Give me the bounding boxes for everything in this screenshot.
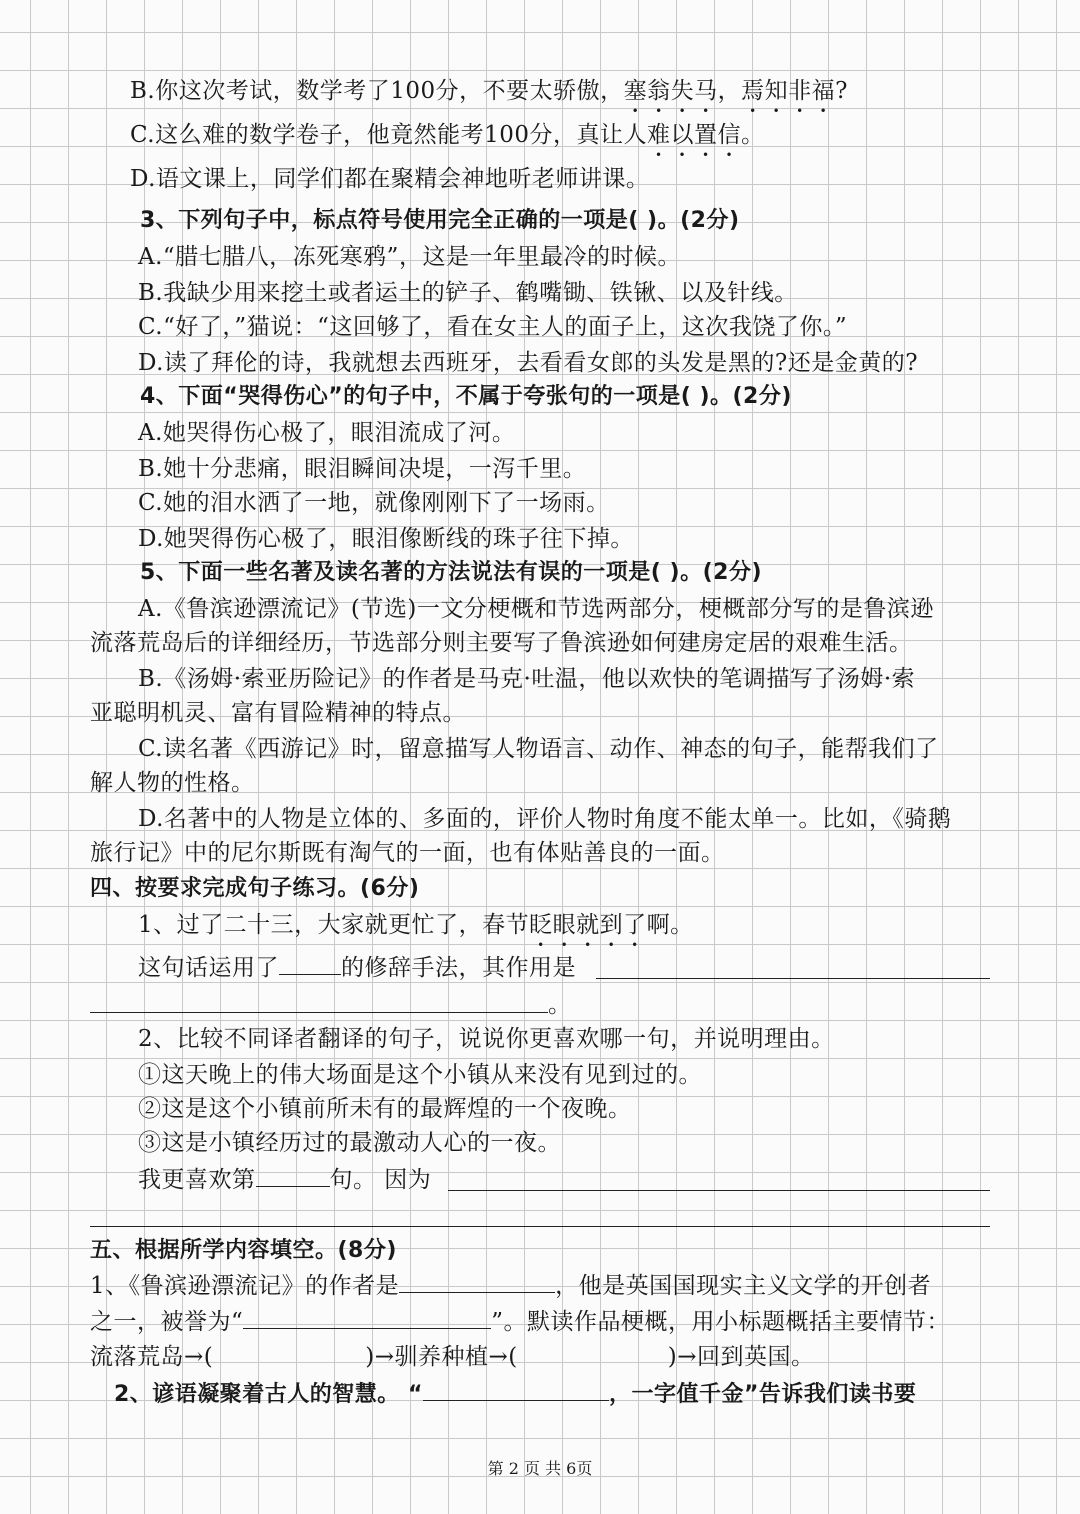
q5-option-a-line1: A.《鲁滨逊漂流记》(节选)一文分梗概和节选两部分，梗概部分写的是鲁滨逊 [138,596,934,622]
q5-option-b-line2: 亚聪明机灵、富有冒险精神的特点。 [90,700,466,726]
q4-option-a: A.她哭得伤心极了，眼泪流成了河。 [138,420,516,446]
sec4-q1-end: 。 [548,992,572,1018]
q4-option-c: C.她的泪水洒了一地，就像刚刚下了一场雨。 [138,490,610,516]
sentence-2: ②这是这个小镇前所未有的最辉煌的一个夜晚。 [138,1096,632,1122]
section-4-title: 四、按要求完成句子练习。(6分) [90,876,420,901]
page-footer: 第 2 页 共 6页 [487,1459,593,1478]
q3-option-b: B.我缺少用来挖土或者运土的铲子、鹤嘴锄、铁锹、以及针线。 [138,280,798,306]
proverb-blank[interactable] [423,1378,609,1401]
q2-option-c: C.这么难的数学卷子，他竟然能考100分，真让人难以置信。 [130,122,765,148]
sec5-line-3: 流落荒岛→( )→驯养种植→( )→回到英国。 [90,1344,815,1370]
sec4-q2-stem: 2、比较不同译者翻译的句子，说说你更喜欢哪一句，并说明理由。 [138,1026,835,1052]
title-blank[interactable] [243,1306,491,1329]
section-5-title: 五、根据所学内容填空。(8分) [90,1238,397,1263]
q5-option-d-line1: D.名著中的人物是立体的、多面的，评价人物时角度不能太单一。比如，《骑鹅 [138,806,952,832]
effect-answer-line-2[interactable] [90,1012,548,1013]
q5-option-b-line1: B.《汤姆·索亚历险记》的作者是马克·吐温，他以欢快的笔调描写了汤姆·索 [138,666,916,692]
q3-option-a: A.“腊七腊八，冻死寒鸦”，这是一年里最冷的时候。 [138,244,681,270]
q5-option-a-line2: 流落荒岛后的详细经历，节选部分则主要写了鲁滨逊如何建房定居的艰难生活。 [90,630,913,656]
q3-option-d: D.读了拜伦的诗，我就想去西班牙，去看看女郎的头发是黑的?还是金黄的? [138,350,919,376]
sec5-line-4: 2、谚语凝聚着古人的智慧。 “ ，一字值千金”告诉我们读书要 [114,1378,916,1410]
q5-option-d-line2: 旅行记》中的尼尔斯既有淘气的一面，也有体贴善良的一面。 [90,840,725,866]
sec4-q1: 1、过了二十三，大家就更忙了，春节眨眼就到了啊。 [138,912,694,938]
q2-option-b: B.你这次考试，数学考了100分，不要太骄傲，塞翁失马，焉知非福? [130,78,848,104]
reason-answer-line-2[interactable] [90,1226,990,1227]
preference-blank[interactable] [256,1164,330,1187]
q4-stem: 4、下面“哭得伤心”的句子中，不属于夸张句的一项是( )。(2分) [140,384,792,409]
q3-option-c: C.“好了，”猫说：“这回够了，看在女主人的面子上，这次我饶了你。” [138,314,848,340]
q3-stem: 3、下列句子中，标点符号使用完全正确的一项是( )。(2分) [140,208,740,233]
rhetoric-blank[interactable] [279,952,341,975]
author-blank[interactable] [399,1270,555,1293]
sentence-3: ③这是小镇经历过的最激动人心的一夜。 [138,1130,561,1156]
reason-answer-line-1[interactable] [448,1190,990,1191]
q4-option-d: D.她哭得伤心极了，眼泪像断线的珠子往下掉。 [138,526,634,552]
q5-stem: 5、下面一些名著及读名著的方法说法有误的一项是( )。(2分) [140,560,762,585]
preference-line: 我更喜欢第 句。 因为 [138,1164,431,1195]
sec5-line-1: 1、《鲁滨逊漂流记》的作者是 ，他是英国国现实主义文学的开创者 [90,1270,931,1301]
q4-option-b: B.她十分悲痛，眼泪瞬间决堤，一泻千里。 [138,456,587,482]
sec5-line-2: 之一，被誉为“ ”。默读作品梗概，用小标题概括主要情节： [90,1306,950,1337]
sec4-q1-fill: 这句话运用了 的修辞手法，其作用是 [138,952,576,983]
q5-option-c-line2: 解人物的性格。 [90,770,255,796]
effect-answer-line-1[interactable] [596,978,990,979]
q5-option-c-line1: C.读名著《西游记》时，留意描写人物语言、动作、神态的句子，能帮我们了 [138,736,939,762]
sentence-1: ①这天晚上的伟大场面是这个小镇从来没有见到过的。 [138,1062,702,1088]
q2-option-d: D.语文课上，同学们都在聚精会神地听老师讲课。 [130,166,650,192]
